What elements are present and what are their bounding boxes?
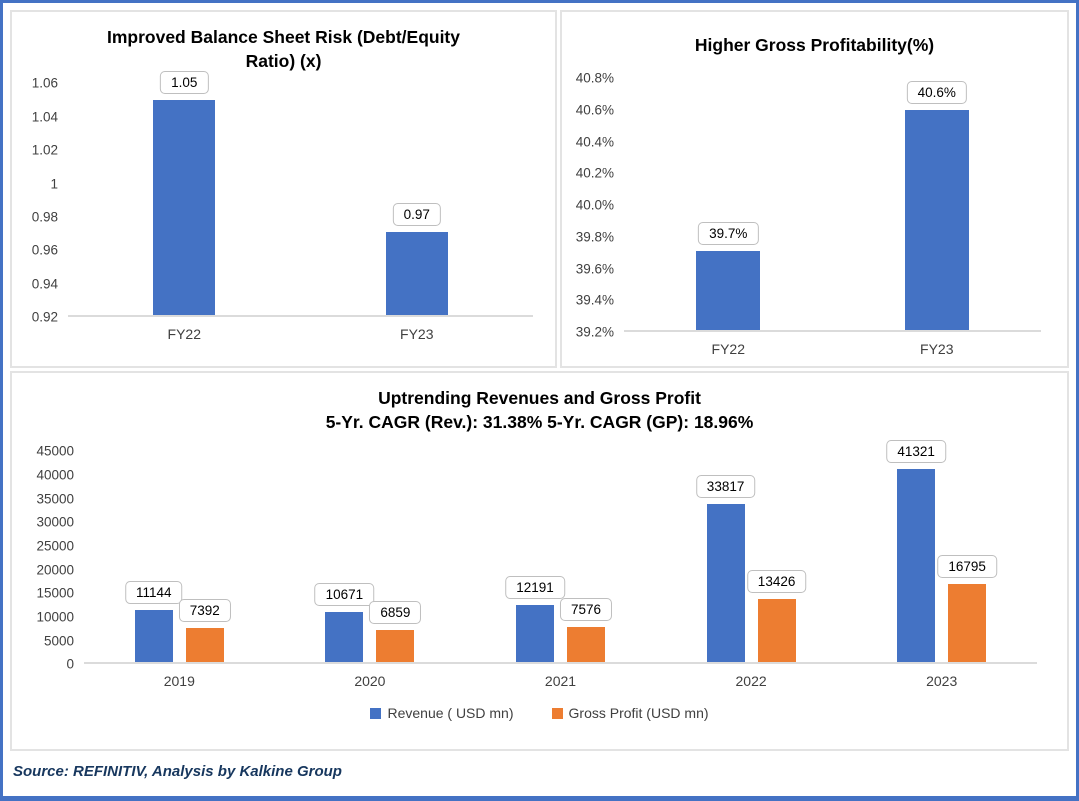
gross-profit-usd-mn-bar: [757, 574, 796, 662]
revenue-gross-profit-chart-panel: [10, 371, 1069, 751]
x-axis-labels: [84, 664, 1037, 689]
y-axis: [22, 75, 68, 325]
y-axis: [20, 443, 84, 672]
y-tick-label: 10000: [36, 609, 74, 625]
bar-group-fy23: [301, 83, 534, 315]
x-tick-label-fy22: FY22: [711, 341, 745, 358]
bar-group-2023: [846, 443, 1037, 662]
bar-group-fy23: [833, 78, 1042, 330]
gross-profit-usd-mn-bar: [948, 558, 986, 663]
x-tick-label-2021: 2021: [544, 673, 577, 690]
x-tick-label-2022: 2022: [735, 673, 767, 690]
data-label: 41321: [886, 440, 946, 463]
data-label: 10671: [315, 583, 375, 606]
y-tick-label: 25000: [36, 538, 74, 554]
y-tick-label: 40.2%: [575, 165, 614, 181]
y-tick-label: 40000: [36, 467, 74, 483]
x-tick-label-2023: 2023: [926, 673, 958, 690]
y-tick-label: 39.4%: [575, 292, 614, 308]
x-tick-label-fy23: FY23: [400, 326, 434, 343]
chart-title-line: Uptrending Revenues and Gross Profit: [378, 388, 701, 408]
y-tick-label: 1: [50, 176, 58, 192]
x-axis-labels: [624, 332, 1041, 357]
data-label: 16795: [937, 555, 997, 578]
gross-profitability-chart-panel: [560, 10, 1069, 368]
y-tick-label: 0: [66, 656, 74, 672]
y-tick-label: 40.6%: [575, 102, 614, 118]
y-tick-label: 40.0%: [575, 197, 614, 213]
data-label: 6859: [369, 601, 421, 624]
y-tick-label: 45000: [36, 443, 74, 459]
source-note: Source: REFINITIV, Analysis by Kalkine Group: [13, 763, 342, 780]
y-tick-label: 20000: [36, 562, 74, 578]
debt-equity-ratio-x-bar: [153, 74, 215, 315]
legend-label: Revenue ( USD mn): [387, 705, 514, 722]
data-label: 1.05: [160, 71, 208, 94]
y-tick-label: 15000: [36, 585, 74, 601]
chart-title-line: Higher Gross Profitability(%): [694, 35, 935, 55]
y-tick-label: 0.98: [31, 209, 58, 225]
revenue-usd-mn-bar: [706, 478, 745, 663]
data-label: 13426: [747, 570, 807, 593]
y-tick-label: 39.2%: [575, 324, 614, 340]
x-axis-labels: [68, 317, 533, 342]
legend-label: Gross Profit (USD mn): [568, 705, 709, 722]
debt-equity-chart-area: [22, 74, 533, 343]
bar-group-2022: [656, 451, 847, 662]
x-tick-label-2020: 2020: [354, 673, 386, 690]
y-tick-label: 40.8%: [575, 70, 614, 86]
x-tick-label-fy23: FY23: [920, 341, 954, 358]
y-tick-label: 39.8%: [575, 229, 614, 245]
plot-area: [68, 74, 533, 317]
legend-item-gross-profit-usd-mn: [552, 705, 709, 721]
debt-equity-ratio-x-bar: [386, 207, 448, 315]
revenue-gross-profit-chart-title: [12, 386, 1067, 434]
data-label: 33817: [696, 475, 756, 498]
bar-group-2019: [84, 451, 275, 662]
revenue-usd-mn-swatch-icon: [370, 708, 381, 719]
data-label: 7576: [560, 598, 612, 621]
revenue-usd-mn-bar: [135, 585, 173, 662]
revenue-gross-profit-chart-area: [20, 443, 1037, 690]
y-tick-label: 40.4%: [575, 134, 614, 150]
bar-group-fy22: [68, 74, 301, 315]
data-label: 39.7%: [698, 222, 758, 245]
revenue-usd-mn-bar: [516, 580, 554, 662]
data-label: 12191: [505, 576, 565, 599]
gross-profitability-bar: [905, 84, 969, 331]
bar-group-fy22: [624, 78, 833, 330]
y-tick-label: 0.94: [31, 276, 58, 292]
x-tick-label-fy22: FY22: [167, 326, 201, 343]
gross-profitability-chart-area: [568, 70, 1041, 358]
y-tick-label: 0.92: [31, 309, 58, 325]
y-tick-label: 35000: [36, 491, 74, 507]
plot-area: [624, 78, 1041, 332]
plot-area: [84, 443, 1037, 664]
gross-profit-usd-mn-bar: [376, 605, 414, 662]
top-charts-row: [10, 10, 1069, 368]
x-tick-label-2019: 2019: [163, 673, 195, 690]
gross-profit-usd-mn-swatch-icon: [552, 708, 563, 719]
data-label: 7392: [179, 599, 231, 622]
bar-group-2021: [465, 451, 656, 662]
chart-title-line: Ratio) (x): [245, 51, 322, 72]
chart-title-line: Improved Balance Sheet Risk (Debt/Equity: [106, 27, 460, 47]
data-label: 0.97: [393, 203, 441, 226]
debt-equity-chart-title: [12, 25, 555, 73]
y-axis: [568, 70, 624, 340]
gross-profit-usd-mn-bar: [567, 601, 605, 663]
data-label: 40.6%: [907, 81, 967, 104]
y-tick-label: 0.96: [31, 242, 58, 258]
y-tick-label: 5000: [43, 633, 74, 649]
y-tick-label: 1.02: [31, 142, 58, 158]
gross-profitability-chart-title: [562, 33, 1067, 57]
y-tick-label: 30000: [36, 514, 74, 530]
legend-item-revenue-usd-mn: [370, 705, 513, 721]
y-tick-label: 39.6%: [575, 261, 614, 277]
y-tick-label: 1.06: [31, 75, 58, 91]
revenue-usd-mn-bar: [897, 443, 935, 663]
gross-profitability-bar: [696, 226, 760, 330]
bar-group-2020: [275, 451, 466, 662]
revenue-usd-mn-bar: [325, 587, 364, 662]
data-label: 11144: [125, 581, 183, 604]
gross-profit-usd-mn-bar: [186, 602, 224, 663]
debt-equity-chart-panel: [10, 10, 557, 368]
chart-title-line: 5-Yr. CAGR (Rev.): 31.38% 5-Yr. CAGR (GP): 18.96%: [325, 412, 754, 433]
chart-legend: [12, 705, 1067, 721]
y-tick-label: 1.04: [31, 109, 58, 125]
